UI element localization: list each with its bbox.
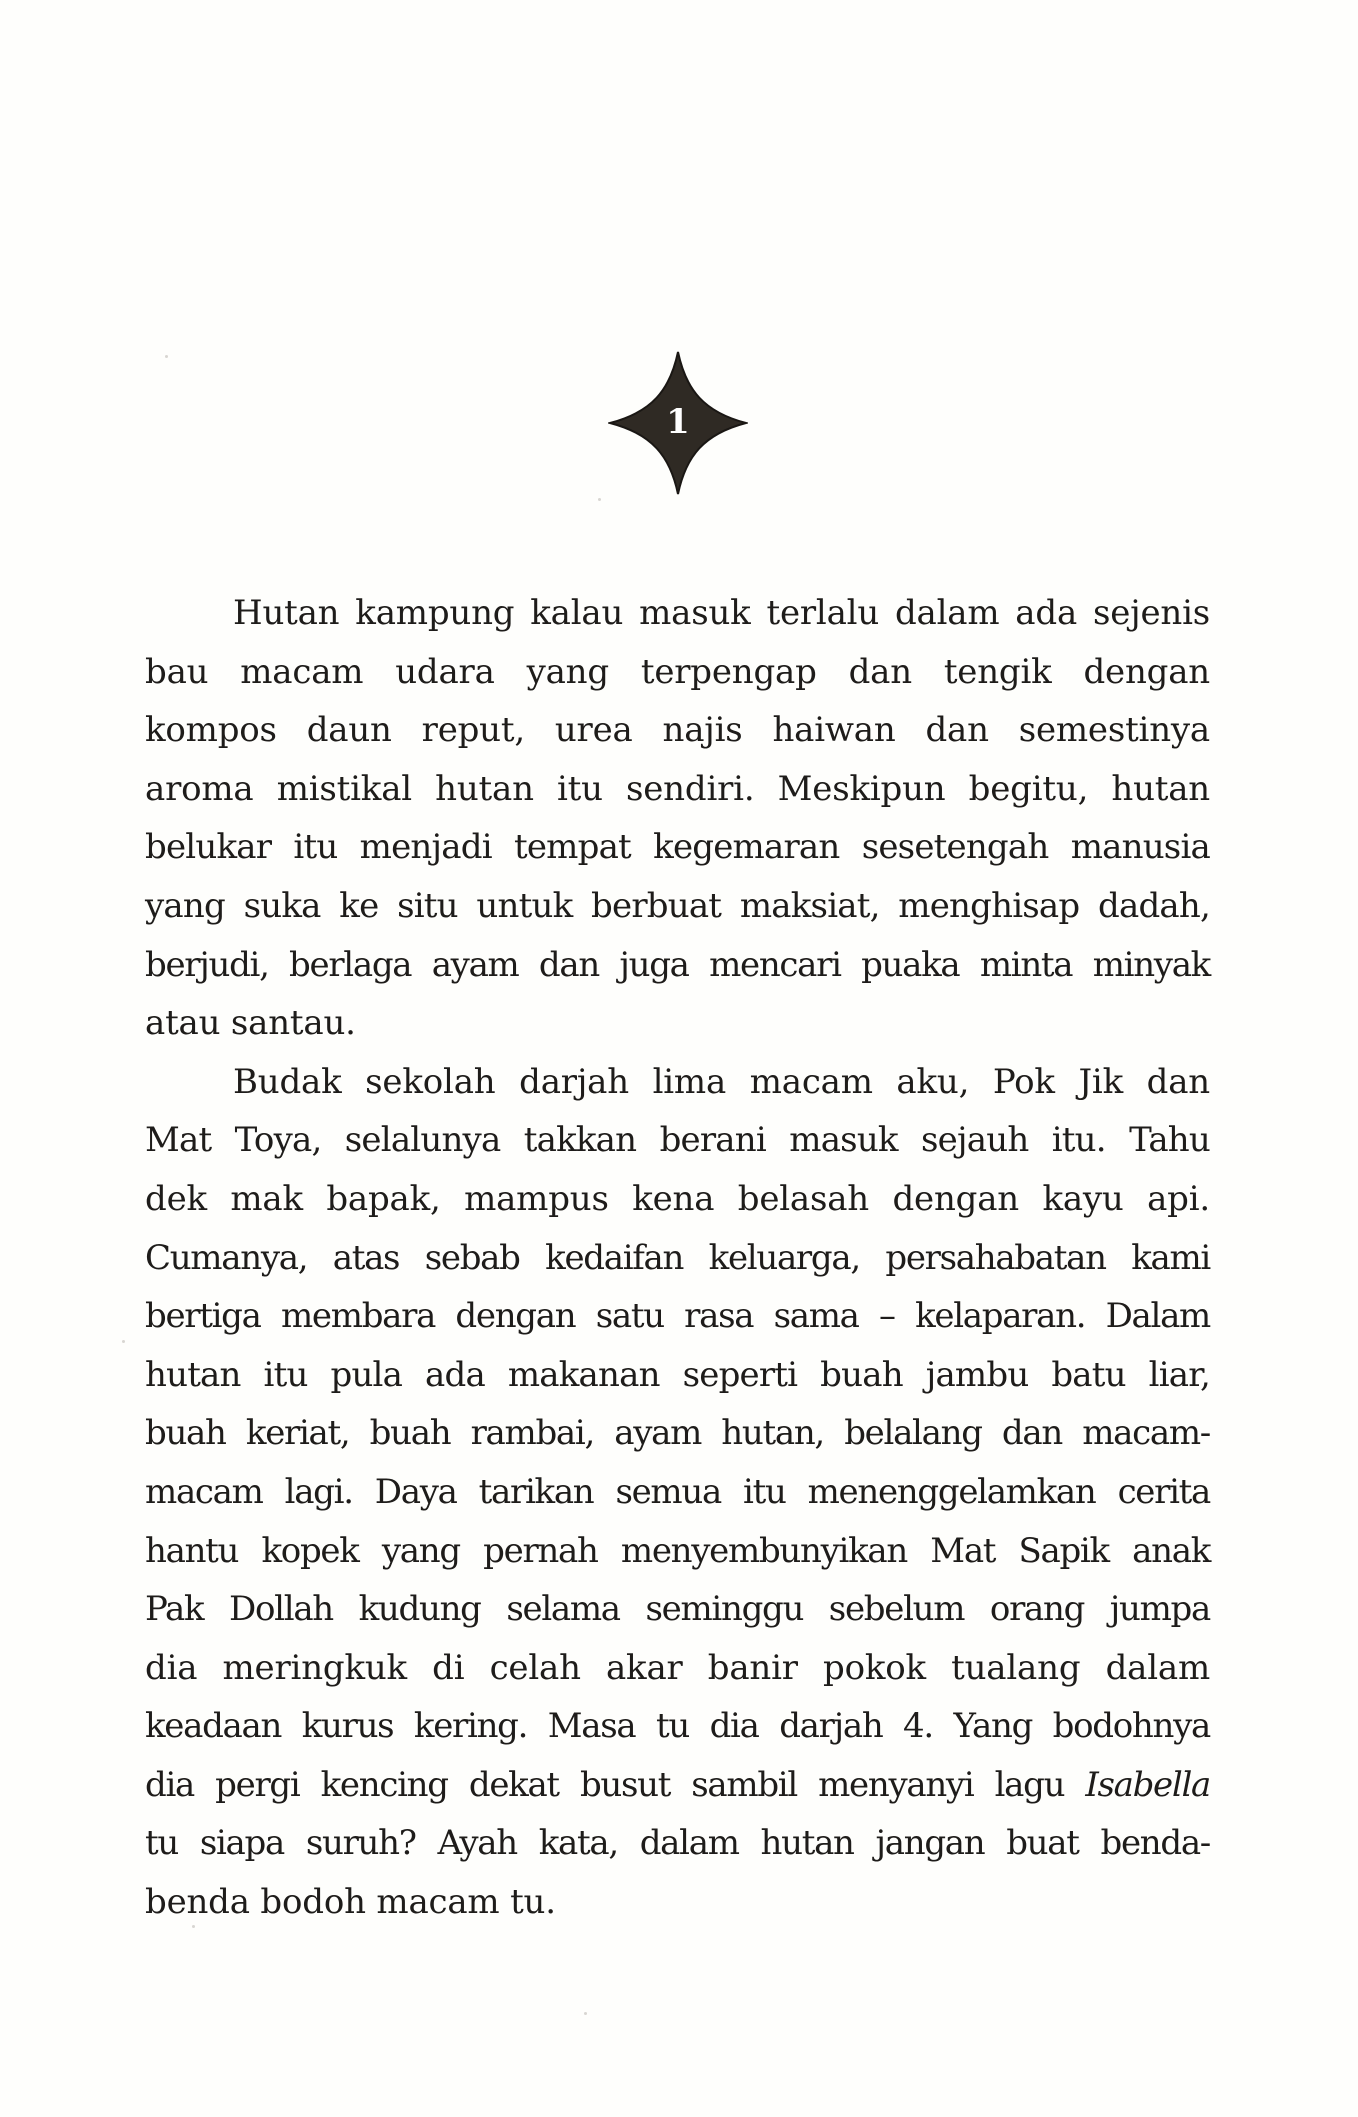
text-line: berjudi, berlaga ayam dan juga mencari puaka minta minyak	[145, 944, 1210, 985]
chapter-ornament	[608, 350, 748, 496]
scan-speck	[122, 1340, 125, 1343]
text-line: keadaan kurus kering. Masa tu dia darjah 4. Yang bodohnya	[145, 1706, 1210, 1747]
scan-speck	[165, 355, 168, 358]
text-line: buah keriat, buah rambai, ayam hutan, belalang dan macam-	[145, 1413, 1210, 1454]
text-line: Cumanya, atas sebab kedaifan keluarga, persahabatan kami	[145, 1237, 1210, 1278]
text-line: belukar itu menjadi tempat kegemaran sesetengah manusia	[145, 827, 1210, 868]
text-line: hutan itu pula ada makanan seperti buah jambu batu liar,	[145, 1354, 1210, 1395]
text-line: macam lagi. Daya tarikan semua itu menenggelamkan cerita	[145, 1471, 1210, 1512]
chapter-number: 1	[666, 402, 690, 442]
text-line: aroma mistikal hutan itu sendiri. Meskipun begitu, hutan	[145, 768, 1210, 809]
text-line: Budak sekolah darjah lima macam aku, Pok Jik dan	[233, 1061, 1210, 1102]
text-line: atau santau.	[145, 1003, 356, 1044]
song-title: Isabella	[1085, 1764, 1210, 1805]
scan-speck	[192, 1925, 195, 1928]
text-line: benda bodoh macam tu.	[145, 1882, 556, 1923]
text-line: Mat Toya, selalunya takkan berani masuk sejauh itu. Tahu	[145, 1120, 1210, 1161]
text-line: bau macam udara yang terpengap dan tengik dengan	[145, 651, 1210, 692]
text-line: dia meringkuk di celah akar banir pokok tualang dalam	[145, 1647, 1210, 1688]
text-line: bertiga membara dengan satu rasa sama – kelaparan. Dalam	[145, 1296, 1210, 1337]
chapter-body	[145, 584, 1210, 1932]
text-line: tu siapa suruh? Ayah kata, dalam hutan jangan buat benda-	[145, 1823, 1210, 1864]
text-segment: dia pergi kencing dekat busut sambil menyanyi lagu	[145, 1764, 1086, 1805]
text-line: Hutan kampung kalau masuk terlalu dalam ada sejenis	[233, 593, 1210, 633]
text-line: kompos daun reput, urea najis haiwan dan semestinya	[145, 710, 1210, 751]
text-line: hantu kopek yang pernah menyembunyikan Mat Sapik anak	[145, 1530, 1210, 1571]
text-line: yang suka ke situ untuk berbuat maksiat, menghisap dadah,	[145, 885, 1210, 926]
text-line	[145, 1756, 1210, 1815]
scan-speck	[584, 2012, 587, 2015]
text-line: Pak Dollah kudung selama seminggu sebelum orang jumpa	[145, 1589, 1210, 1630]
scan-speck	[598, 498, 601, 501]
text-line: dek mak bapak, mampus kena belasah dengan kayu api.	[145, 1178, 1210, 1219]
